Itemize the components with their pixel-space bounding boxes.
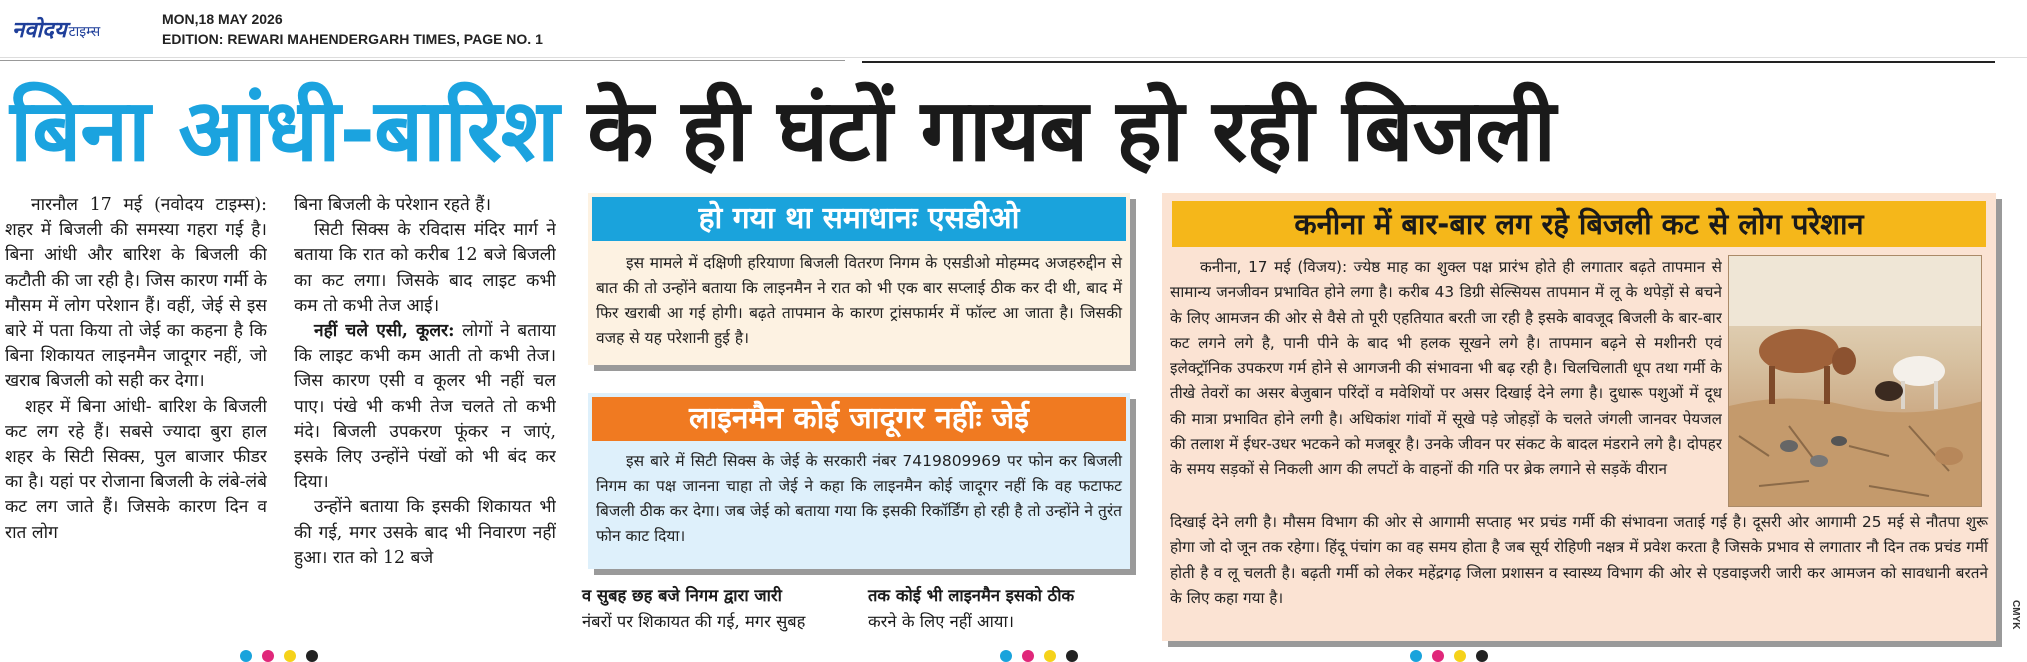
main-story-paragraph: नारनौल 17 मई (नवोदय टाइम्स): शहर में बिजली की समस्या गहरा गई है। बिना आंधी और बारिश के बिजली की कटौती की जा रही है। जिस कारण गर्मी के मौसम में लोग परेशान हैं। वहीं, जेई से इस बारे में पता किया तो जेई का कहना है कि बिना शिकायत लाइनमैन जादूगर नहीं, जो खराब बिजली को सही कर देगा। bbox=[5, 195, 267, 392]
main-story-paragraph bbox=[294, 319, 556, 495]
logo-main-text: नवोदय bbox=[12, 18, 67, 43]
registration-dot-icon bbox=[284, 650, 296, 662]
je-box-text bbox=[596, 449, 1122, 549]
bottom-line: नंबरों पर शिकायत की गई, मगर सुबह bbox=[582, 612, 806, 631]
registration-dot-icon bbox=[1000, 650, 1012, 662]
registration-dot-icon bbox=[1066, 650, 1078, 662]
kanina-story-paragraph: कनीना, 17 मई (विजय): ज्येष्ठ माह का शुक्ल पक्ष प्रारंभ होते ही लगातार बढ़ते तापमान से सामान्य जनजीवन प्रभावित होने लगा है। करीब 43 डिग्री सेल्सियस तापमान में लू के थपेड़ों से बचने के लिए आमजन की ओर से वैसे तो पूरी एहतियात बरती जा रही है इसके बावजूद बिजली के बार-बार कट लगने लगे है, पानी पीने के बाद भी हलक सूखने लगे है। तापमान बढ़ने से मशीनरी एवं इलेक्ट्रॉनिक उपकरण गर्म होने से आगजनी की संभावना भी बढ़ रही है। चिलचिलाती धूप तथा गर्मी के तीखे तेवरों का असर बेजुबान परिंदों व मवेशियों पर असर दिखाई देने लगा है। दुधारू पशुओं में दूध की मात्रा प्रभावित होने लगी है। अधिकांश गांवों में सूखे पड़े जोहड़ों के चलते जंगली जानवर पेयजल की तलाश में ईधर-उधर भटकने को मजबूर है। उनके जीवन पर संकट के बादल मंडराने लगे है। दोपहर के समय सड़कों से निकली आग की लपटों के वाहनों की गति पर ब्रेक लगाने से सड़कें वीरान bbox=[1170, 258, 1722, 479]
dateline bbox=[162, 9, 543, 49]
registration-dot-icon bbox=[240, 650, 252, 662]
main-story-paragraph: शहर में बिना आंधी- बारिश के बिजली कट लग रहे हैं। सबसे ज्यादा बुरा हाल शहर के सिटी सिक्स, पुल बाजार फीडर का है। यहां पर रोजाना बिजली के लंबे-लंबे कट लग जाते हैं। जिसके कारण दिन व रात लोग bbox=[5, 396, 267, 543]
main-story-text: लोगों ने बताया कि लाइट कभी कम आती तो कभी तेज। जिस कारण एसी व कूलर भी नहीं चल पाए। पंखे भी कभी तेज चलते तो कभी मंदे। बिजली उपकरण फूंकर न जाएं, इसके लिए उन्होंने पंखों को भी बंद कर दिया। bbox=[294, 321, 556, 493]
header-rule-right bbox=[862, 61, 1995, 63]
je-box-title: लाइनमैन कोई जादूगर नहींः जेई bbox=[592, 397, 1126, 441]
sdo-response-box bbox=[588, 193, 1130, 365]
je-response-box bbox=[588, 393, 1130, 569]
headline-black-part: के ही घंटों गायब हो रही बिजली bbox=[587, 81, 1555, 181]
kanina-story-text-lower bbox=[1170, 510, 1988, 611]
registration-dot-icon bbox=[306, 650, 318, 662]
kanina-story-box bbox=[1162, 193, 1996, 641]
kanina-story-text-upper bbox=[1170, 255, 1722, 507]
registration-dot-icon bbox=[1432, 650, 1444, 662]
main-story-bottom-column-2 bbox=[868, 583, 1136, 635]
main-story-column-1 bbox=[5, 193, 267, 633]
subheading-ac-cooler: नहीं चले एसी, कूलर: bbox=[314, 321, 455, 342]
header-rule-left bbox=[0, 60, 845, 61]
cmyk-print-mark: CMYK bbox=[2010, 600, 2021, 630]
cattle-photo bbox=[1728, 255, 1982, 507]
sdo-box-text bbox=[596, 251, 1122, 351]
headline-blue-part: बिना आंधी-बारिश bbox=[10, 81, 559, 181]
registration-dot-icon bbox=[1410, 650, 1422, 662]
cattle-photo-illustration bbox=[1729, 256, 1982, 507]
bottom-line: व सुबह छह बजे निगम द्वारा जारी bbox=[582, 586, 782, 605]
bottom-line: करने के लिए नहीं आया। bbox=[868, 612, 1014, 631]
sdo-box-paragraph: इस मामले में दक्षिणी हरियाणा बिजली वितरण निगम के एसडीओ मोहम्मद अजहरुद्दीन से बात की तो उन्होंने बताया कि लाइनमैन ने रात को भी एक बार सप्लाई ठीक कर दी थी, बाद में फिर खराबी आ गई होगी। बढ़ते तापमान के कारण ट्रांसफार्मर में फॉल्ट आ जाता है। जिसकी वजह से यह परेशानी हुई है। bbox=[596, 254, 1122, 347]
kanina-story-paragraph: दिखाई देने लगी है। मौसम विभाग की ओर से आगामी सप्ताह भर प्रचंड गर्मी की संभावना जताई गई है। दूसरी ओर आगामी 25 मई से नौतपा शुरू होगा जो दो जून तक रहेगा। हिंदू पंचांग का वह समय होता है जब सूर्य रोहिणी नक्षत्र में प्रवेश करता है जिसके प्रभाव से लगातार नौ दिन तक प्रचंड गर्मी होती है व लू चलती है। बढ़ती गर्मी को लेकर महेंद्रगढ़ जिला प्रशासन व स्वास्थ्य विभाग की ओर से एडवाइजरी जारी कर आमजन को सावधानी बरतने के लिए कहा गया है। bbox=[1170, 513, 1988, 607]
issue-date: MON,18 MAY 2026 bbox=[162, 11, 283, 27]
registration-dot-icon bbox=[1022, 650, 1034, 662]
main-story-paragraph: बिना बिजली के परेशान रहते हैं। bbox=[294, 195, 492, 215]
main-story-paragraph: सिटी सिक्स के रविदास मंदिर मार्ग ने बताया कि रात को करीब 12 बजे बिजली का कट लगा। जिसके बाद लाइट कभी कम तो कभी तेज आई। bbox=[294, 220, 556, 316]
navodaya-times-logo bbox=[12, 8, 100, 44]
edition-label: EDITION: REWARI MAHENDERGARH TIMES, PAGE NO. 1 bbox=[162, 31, 543, 47]
masthead bbox=[0, 0, 2027, 58]
bottom-line: तक कोई भी लाइनमैन इसको ठीक bbox=[868, 586, 1075, 605]
je-box-paragraph: इस बारे में सिटी सिक्स के जेई के सरकारी नंबर 7419809969 पर फोन कर बिजली निगम का पक्ष जानना चाहा तो जेई ने कहा कि लाइनमैन कोई जादूगर नहीं कि वह फटाफट बिजली ठीक कर देगा। जब जेई को बताया गया कि इसकी रिकॉर्डिंग हो रही है तो उन्होंने ने तुरंत फोन काट दिया। bbox=[596, 452, 1122, 545]
main-story-paragraph: उन्होंने बताया कि इसकी शिकायत भी की गई, मगर उसके बाद भी निवारण नहीं हुआ। रात को 12 बजे bbox=[294, 497, 556, 568]
sdo-box-title: हो गया था समाधानः एसडीओ bbox=[592, 197, 1126, 241]
registration-dot-icon bbox=[262, 650, 274, 662]
main-story-bottom-column-1 bbox=[582, 583, 850, 635]
registration-dot-icon bbox=[1454, 650, 1466, 662]
kanina-story-title: कनीना में बार-बार लग रहे बिजली कट से लोग परेशान bbox=[1172, 201, 1986, 247]
main-story-column-2 bbox=[294, 193, 556, 633]
registration-dot-icon bbox=[1476, 650, 1488, 662]
registration-dot-icon bbox=[1044, 650, 1056, 662]
logo-sub-text: टाइम्स bbox=[68, 24, 101, 40]
headline bbox=[10, 76, 2020, 186]
